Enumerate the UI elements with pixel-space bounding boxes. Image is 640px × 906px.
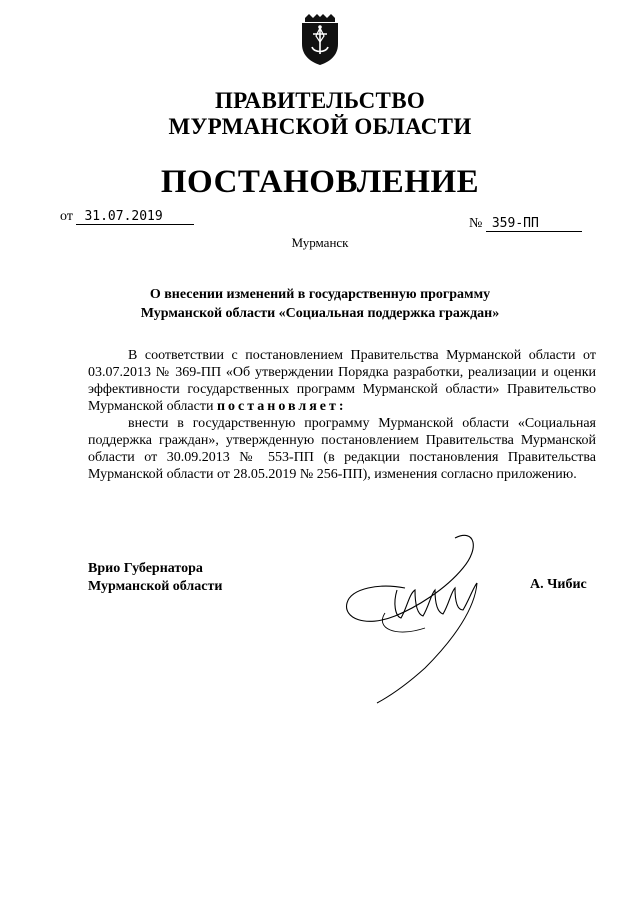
body-paragraph-2: внести в государственную программу Мурманской области «Социальная поддержка граждан», утвержденную постановлением Правительства Мурманской области от 30.09.2013 № 553-ПП (в редакции постановления Правительства Мурманской области от 28.05.2019 № 256-ПП), изменения согласно приложению. — [88, 416, 596, 482]
number-value: 359-ПП — [486, 216, 582, 232]
signatory-name: А. Чибис — [530, 577, 587, 592]
document-type-title: ПОСТАНОВЛЕНИЕ — [160, 164, 480, 200]
government-name-line1: ПРАВИТЕЛЬСТВО — [214, 88, 426, 113]
resolution-verb: постановляет: — [216, 399, 347, 414]
date-value: 31.07.2019 — [76, 209, 194, 225]
document-number — [469, 216, 582, 232]
date-prefix: от — [60, 209, 73, 224]
subject-line1: О внесении изменений в государственную программу — [149, 287, 491, 302]
body-paragraph-1 — [88, 347, 596, 415]
document-body — [88, 347, 596, 483]
signatory-title — [88, 560, 222, 596]
government-name-line2: МУРМАНСКОЙ ОБЛАСТИ — [168, 114, 472, 139]
document-subject — [0, 285, 640, 323]
document-date — [60, 209, 194, 225]
coat-of-arms-icon — [299, 14, 341, 66]
signatory-title-line2: Мурманской области — [88, 579, 223, 594]
handwritten-signature — [335, 528, 515, 708]
city-name: Мурманск — [291, 235, 349, 250]
signatory-title-line1: Врио Губернатора — [88, 561, 203, 576]
body-paragraph-1-text: В соответствии с постановлением Правительства Мурманской области от 03.07.2013 № 369-ПП «Об утверждении Порядка разработки, реализации и оценки эффективности государственных программ Мурманской области» Правительство Мурманской области — [88, 348, 596, 414]
subject-line2: Мурманской области «Социальная поддержка граждан» — [140, 306, 500, 321]
number-prefix: № — [469, 216, 483, 231]
